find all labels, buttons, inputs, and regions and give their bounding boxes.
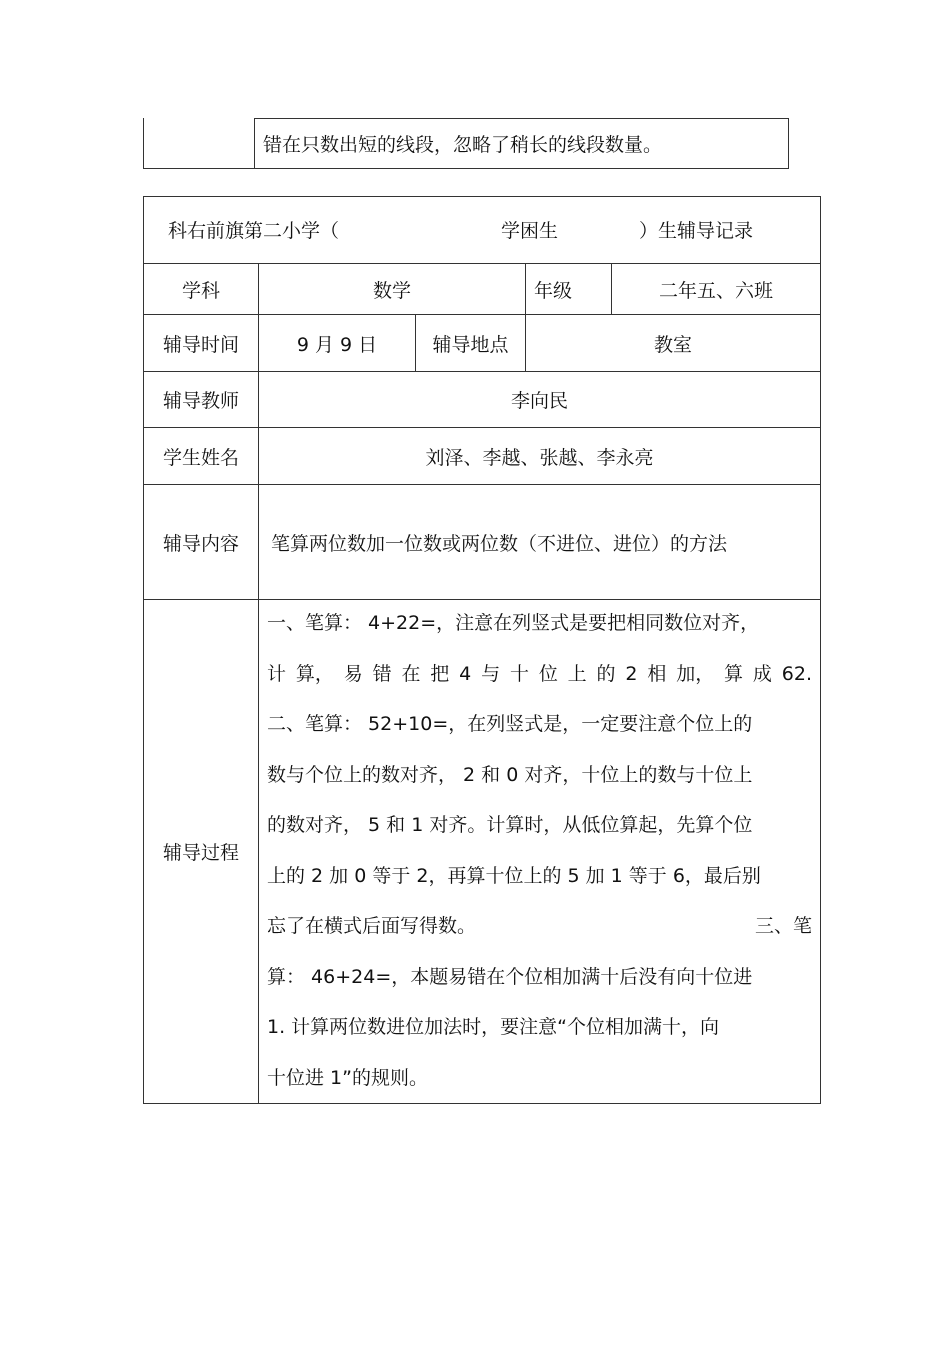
process-word: 把 bbox=[430, 662, 450, 685]
students-label: 学生姓名 bbox=[144, 428, 259, 485]
fragment-top-border bbox=[254, 118, 789, 119]
fragment-column-divider bbox=[254, 118, 255, 168]
process-word: 易 bbox=[343, 662, 363, 685]
process-line: 的数对齐， 5 和 1 对齐。计算时，从低位算起，先算个位 bbox=[267, 814, 753, 836]
title-suffix: ）生辅导记录 bbox=[639, 220, 754, 242]
process-word: 计 bbox=[267, 662, 287, 685]
teacher-value: 李向民 bbox=[259, 372, 821, 428]
subject-value: 数学 bbox=[259, 264, 526, 315]
process-line-justified bbox=[267, 649, 812, 700]
process-line: 数与个位上的数对齐， 2 和 0 对齐，十位上的数与十位上 bbox=[267, 763, 753, 786]
subject-label: 学科 bbox=[144, 264, 259, 315]
place-value: 教室 bbox=[526, 315, 821, 372]
process-word: 十 bbox=[509, 662, 529, 685]
process-label: 辅导过程 bbox=[144, 600, 259, 1104]
process-line: 二、笔算： 52+10=，在列竖式是，一定要注意个位上的 bbox=[267, 713, 753, 735]
process-line-right: 三、笔 bbox=[755, 915, 813, 937]
process-line: 1. 计算两位数进位加法时，要注意“个位相加满十，向 bbox=[267, 1016, 720, 1038]
previous-page-fragment bbox=[143, 118, 789, 169]
place-label: 辅导地点 bbox=[416, 315, 526, 372]
process-line: 上的 2 加 0 等于 2，再算十位上的 5 加 1 等于 6，最后别 bbox=[267, 864, 761, 887]
process-line: 一、笔算： 4+22=，注意在列竖式是要把相同数位对齐， bbox=[267, 612, 760, 634]
process-word: 4 bbox=[459, 662, 472, 685]
process-word: 62. bbox=[781, 662, 812, 685]
process-line-left: 忘了在横式后面写得数。 bbox=[267, 915, 477, 937]
time-label: 辅导时间 bbox=[144, 315, 259, 372]
process-word: 在 bbox=[401, 662, 421, 685]
teacher-label: 辅导教师 bbox=[144, 372, 259, 428]
time-value: 9 月 9 日 bbox=[259, 315, 416, 372]
process-word: 算， bbox=[295, 662, 334, 685]
students-value: 刘泽、李越、张越、李永亮 bbox=[259, 428, 821, 485]
process-word: 算 bbox=[724, 662, 744, 685]
title-school: 科右前旗第二小学（ bbox=[168, 220, 340, 242]
process-word: 上 bbox=[567, 662, 587, 685]
record-title bbox=[144, 197, 821, 264]
grade-value: 二年五、六班 bbox=[612, 264, 821, 315]
process-line: 算： 46+24=，本题易错在个位相加满十后没有向十位进 bbox=[267, 965, 753, 988]
content-label: 辅导内容 bbox=[144, 485, 259, 600]
process-word: 的 bbox=[596, 662, 616, 685]
process-line: 十位进 1”的规则。 bbox=[267, 1066, 428, 1089]
title-category: 学困生 bbox=[501, 220, 559, 242]
process-word: 2 bbox=[625, 662, 638, 685]
process-word: 与 bbox=[481, 662, 501, 685]
process-word: 位 bbox=[538, 662, 558, 685]
process-line-split bbox=[267, 901, 812, 952]
process-word: 相 bbox=[647, 662, 667, 685]
content-value: 笔算两位数加一位数或两位数（不进位、进位）的方法 bbox=[259, 485, 821, 600]
process-word: 加， bbox=[676, 662, 715, 685]
fragment-text: 错在只数出短的线段，忽略了稍长的线段数量。 bbox=[263, 134, 663, 156]
tutoring-record-table bbox=[143, 196, 821, 1104]
process-word: 成 bbox=[752, 662, 772, 685]
grade-label: 年级 bbox=[526, 264, 612, 315]
process-content bbox=[259, 600, 821, 1104]
process-word: 错 bbox=[372, 662, 392, 685]
